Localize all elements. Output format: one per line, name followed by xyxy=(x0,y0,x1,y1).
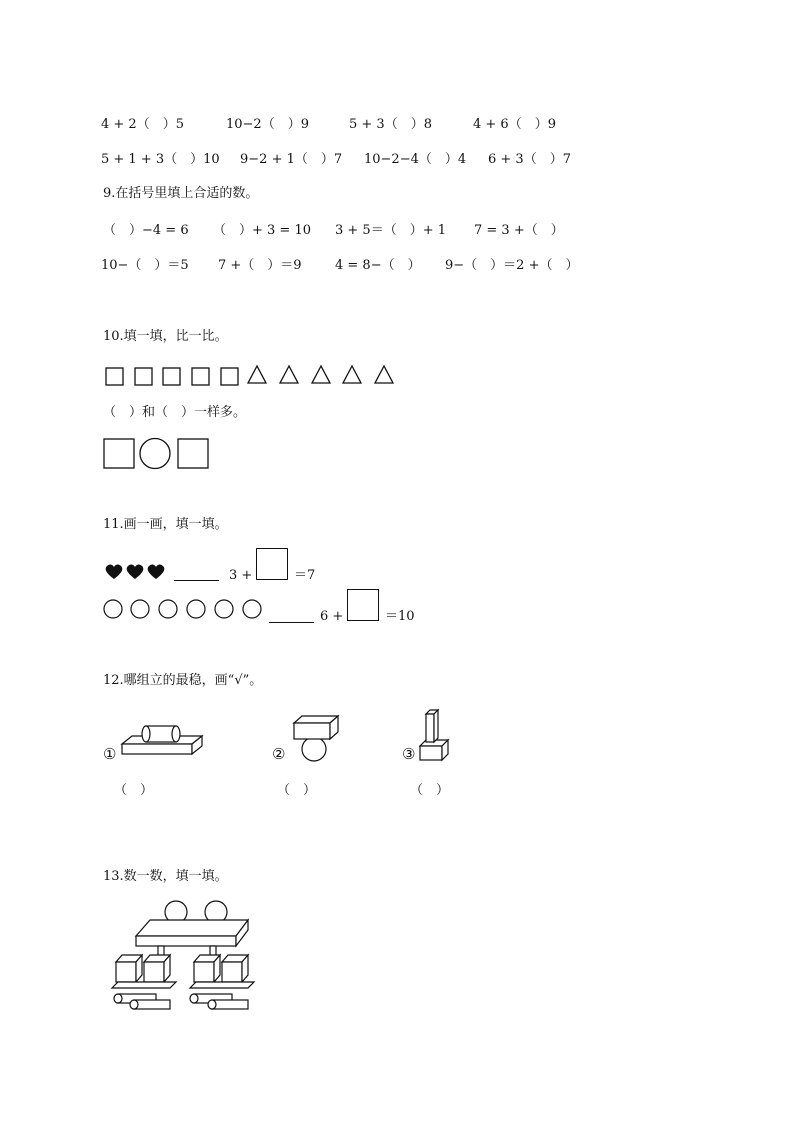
answer-blank-line[interactable] xyxy=(269,622,314,623)
square-circle-square-figure xyxy=(100,436,215,472)
q9-item-1: （ ）−4 = 6 xyxy=(103,223,189,238)
robot-blocks-figure xyxy=(106,898,276,1014)
q11-eq2-left: 6 + xyxy=(320,609,344,624)
compare-item-1: 4 + 2（ ）5 xyxy=(101,117,184,132)
answer-box[interactable] xyxy=(256,548,288,580)
q9-item-3: 3 + 5＝（ ）+ 1 xyxy=(335,223,446,238)
square-shape xyxy=(106,368,123,385)
q11-eq1-left: 3 + xyxy=(229,568,253,583)
circle-shape xyxy=(187,600,205,618)
answer-paren-2[interactable]: （ ） xyxy=(277,783,317,798)
hearts-figure xyxy=(104,563,174,583)
square-shape xyxy=(178,439,208,468)
circle-shape xyxy=(131,600,149,618)
triangle-shape xyxy=(375,366,393,383)
option-2-label: ② xyxy=(272,745,286,763)
circle-shape xyxy=(215,600,233,618)
triangle-shape xyxy=(343,366,361,383)
square-shape xyxy=(192,368,209,385)
q11-eq2-right: ＝10 xyxy=(385,609,415,624)
circle-shape xyxy=(243,600,261,618)
square-shape xyxy=(104,439,134,468)
square-shape xyxy=(135,368,152,385)
compare-item-8: 6 + 3（ ）7 xyxy=(488,152,571,167)
heart-icon xyxy=(127,564,144,579)
circle-shape xyxy=(140,439,170,469)
q9-item-7: 4 = 8−（ ） xyxy=(335,258,421,273)
question-11-title: 11.画一画，填一填。 xyxy=(103,517,228,532)
heart-icon xyxy=(148,564,165,579)
question-13-title: 13.数一数，填一填。 xyxy=(103,869,228,884)
question-9-title: 9.在括号里填上合适的数。 xyxy=(103,186,259,201)
triangle-shape xyxy=(280,366,298,383)
q9-item-5: 10−（ ）＝5 xyxy=(101,258,189,273)
question-12-title: 12.哪组立的最稳，画“√”。 xyxy=(103,673,263,688)
square-shape xyxy=(221,368,238,385)
compare-item-3: 5 + 3（ ）8 xyxy=(349,117,432,132)
compare-item-2: 10−2（ ）9 xyxy=(226,117,309,132)
box-on-ball-figure xyxy=(290,713,350,765)
compare-item-7: 10−2−4（ ）4 xyxy=(364,152,467,167)
heart-icon xyxy=(106,564,123,579)
squares-triangles-figure xyxy=(100,362,400,390)
q10-fill-line: （ ）和（ ）一样多。 xyxy=(103,405,247,420)
compare-item-4: 4 + 6（ ）9 xyxy=(473,117,556,132)
question-10-title: 10.填一填，比一比。 xyxy=(103,329,228,344)
q9-item-2: （ ）+ 3 = 10 xyxy=(213,223,311,238)
q9-item-4: 7 = 3 +（ ） xyxy=(474,223,564,238)
circle-shape xyxy=(104,600,122,618)
answer-paren-1[interactable]: （ ） xyxy=(114,783,154,798)
cylinder-on-board-figure xyxy=(118,722,206,764)
option-3-label: ③ xyxy=(402,745,416,763)
answer-paren-3[interactable]: （ ） xyxy=(410,783,450,798)
triangle-shape xyxy=(248,366,266,383)
compare-item-6: 9−2 + 1（ ）7 xyxy=(240,152,343,167)
q9-item-8: 9−（ ）＝2 +（ ） xyxy=(445,258,579,273)
circles-figure xyxy=(102,598,267,620)
circle-shape xyxy=(159,600,177,618)
option-1-label: ① xyxy=(103,745,117,763)
q9-item-6: 7 +（ ）＝9 xyxy=(218,258,302,273)
answer-box[interactable] xyxy=(347,589,379,621)
compare-item-5: 5 + 1 + 3（ ）10 xyxy=(101,152,220,167)
square-shape xyxy=(163,368,180,385)
answer-blank-line[interactable] xyxy=(174,580,219,581)
stick-on-cube-figure xyxy=(414,708,454,764)
q11-eq1-right: ＝7 xyxy=(294,568,316,583)
triangle-shape xyxy=(312,366,330,383)
